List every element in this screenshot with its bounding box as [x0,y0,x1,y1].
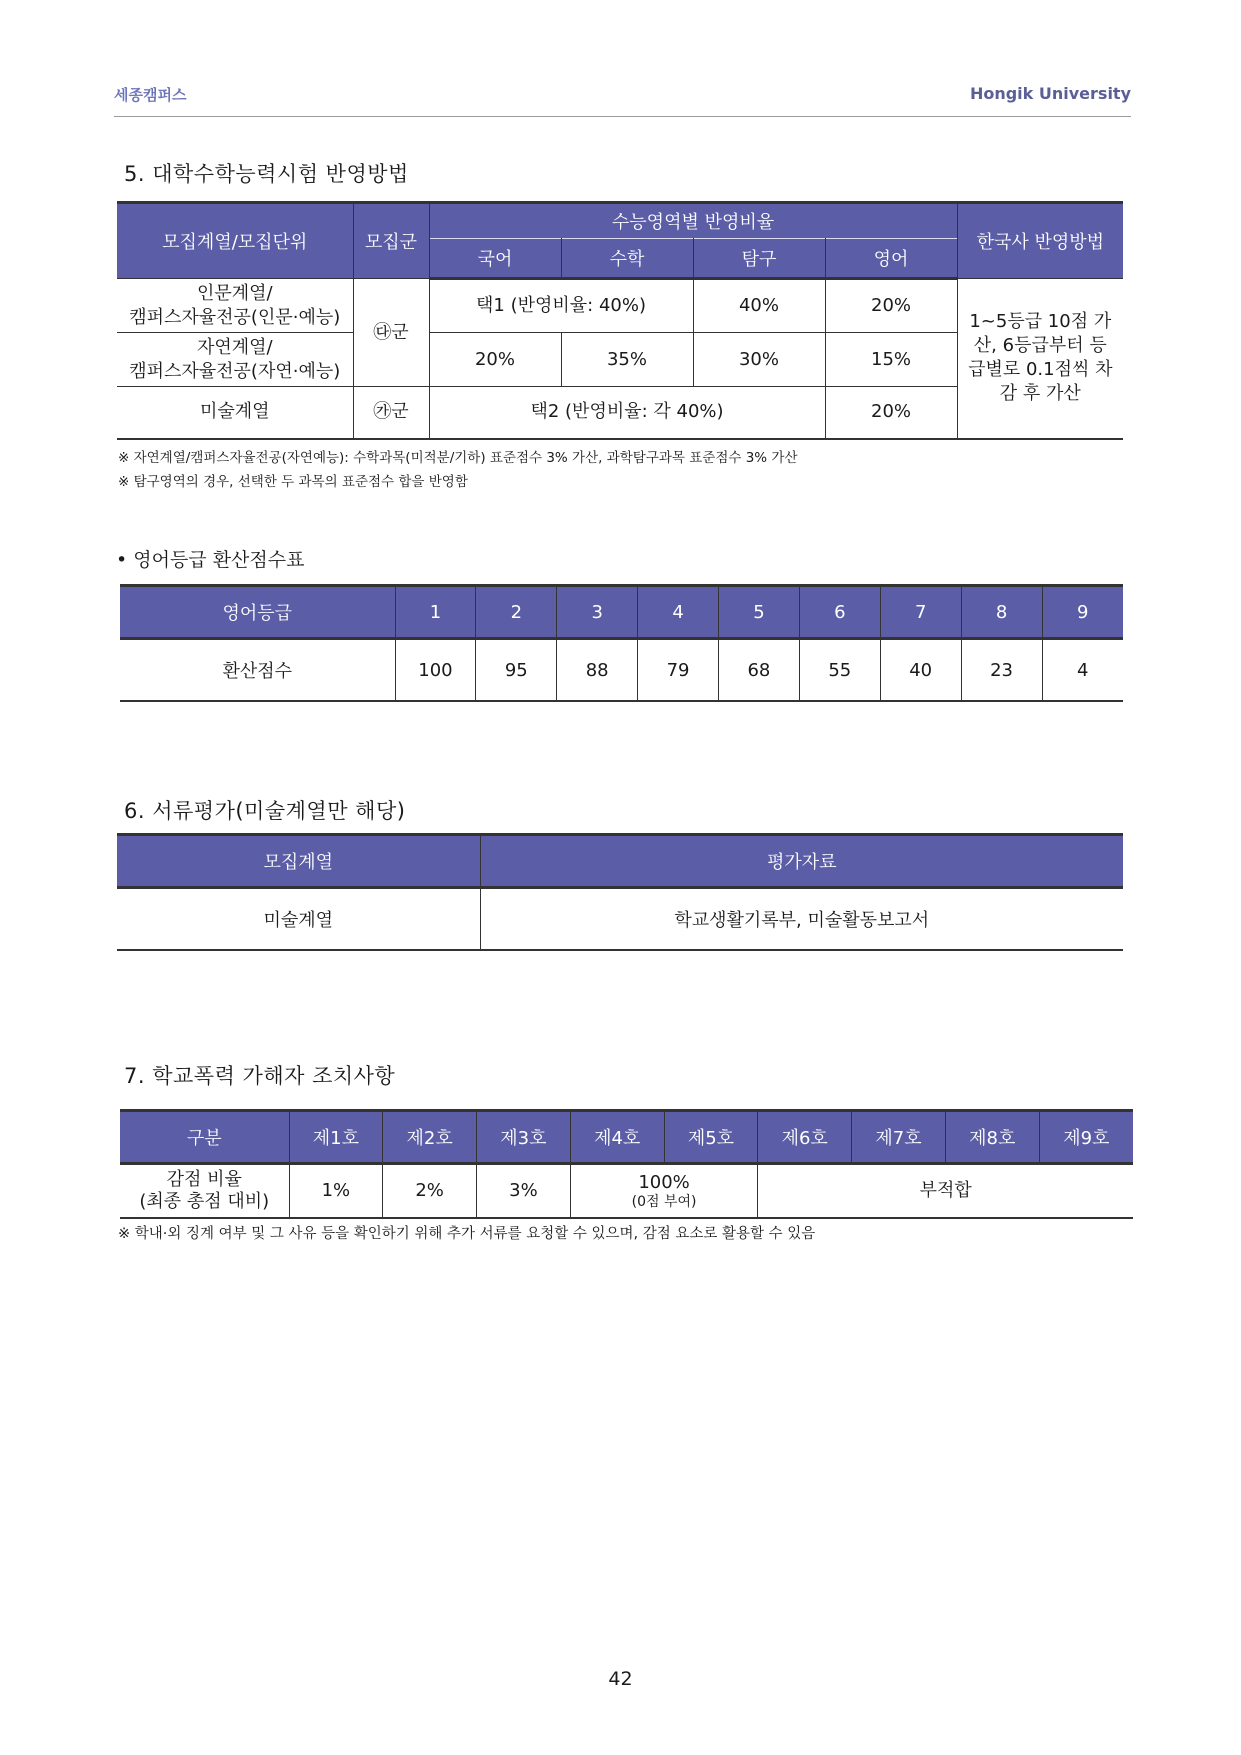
level-cell: 제8호 [945,1111,1039,1164]
art-choice: 택2 (반영비율: 각 40%) [429,387,825,439]
deduction-main: 100% [638,1172,690,1193]
csat-ratio-table [117,201,1123,440]
unit-line: 캠퍼스자율전공(자연·예능) [129,360,341,382]
score-cell: 40 [880,639,961,702]
unit-line: 인문계열/ [196,282,273,304]
unit-line: 자연계열/ [196,336,273,358]
humanities-english: 20% [825,279,957,333]
header-math: 수학 [561,239,693,279]
grade-cell: 6 [799,586,880,639]
note-inquiry: ※ 탐구영역의 경우, 선택한 두 과목의 표준점수 합을 반영함 [118,474,468,490]
header-campus: 세종캠퍼스 [114,86,187,104]
deduction-label-line: 감점 비율 [166,1169,242,1190]
header-university: Hongik University [969,84,1131,103]
score-cell: 55 [799,639,880,702]
level-cell: 제9호 [1039,1111,1133,1164]
score-label: 환산점수 [120,639,395,702]
level-cell: 제7호 [852,1111,946,1164]
grade-cell: 4 [638,586,719,639]
note-violence: ※ 학내·외 징계 여부 및 그 사유 등을 확인하기 위해 추가 서류를 요청할 수 있으며, 감점 요소로 활용할 수 있음 [118,1226,816,1242]
level-cell: 제2호 [383,1111,477,1164]
score-cell: 88 [557,639,638,702]
header-english: 영어 [825,239,957,279]
english-table-title: • 영어등급 환산점수표 [116,549,305,571]
header-history: 한국사 반영방법 [957,203,1123,279]
grade-cell: 9 [1042,586,1123,639]
humanities-inquiry: 40% [693,279,825,333]
eval-material: 학교생활기록부, 미술활동보고서 [480,888,1123,951]
natural-math: 35% [561,333,693,387]
grade-cell: 2 [476,586,557,639]
row-humanities-unit [117,279,353,333]
header-ratio: 수능영역별 반영비율 [429,203,957,239]
deduction-label-line: (최종 총점 대비) [139,1191,270,1212]
row-natural-unit [117,333,353,387]
deduction-level3: 3% [477,1164,571,1219]
deduction-level1: 1% [289,1164,383,1219]
header-korean: 국어 [429,239,561,279]
grade-cell: 7 [880,586,961,639]
level-cell: 제6호 [758,1111,852,1164]
header-divider [114,116,1131,117]
header-field: 모집계열 [117,835,480,888]
level-cell: 제4호 [570,1111,664,1164]
grade-cell: 1 [395,586,476,639]
row-art-unit: 미술계열 [117,387,353,439]
level-cell: 제5호 [664,1111,758,1164]
score-cell: 79 [638,639,719,702]
deduction-sub: (0점 부여) [631,1194,697,1210]
score-cell: 4 [1042,639,1123,702]
page-number: 42 [608,1668,633,1690]
level-cell: 제3호 [477,1111,571,1164]
score-cell: 23 [961,639,1042,702]
history-method: 1~5등급 10점 가산, 6등급부터 등급별로 0.1점씩 차감 후 가산 [957,279,1123,439]
eval-field: 미술계열 [117,888,480,951]
score-cell: 100 [395,639,476,702]
section5-title: 5. 대학수학능력시험 반영방법 [124,162,409,186]
art-english: 20% [825,387,957,439]
header-inquiry: 탐구 [693,239,825,279]
header-label: 구분 [120,1111,289,1164]
grade-cell: 3 [557,586,638,639]
group-da: ㉰군 [353,279,429,387]
section7-title: 7. 학교폭력 가해자 조치사항 [124,1064,396,1088]
note-natural-bonus: ※ 자연계열/캠퍼스자율전공(자연예능): 수학과목(미적분/기하) 표준점수 3% 가산, 과학탐구과목 표준점수 3% 가산 [118,450,798,466]
natural-inquiry: 30% [693,333,825,387]
score-cell: 95 [476,639,557,702]
english-grade-table [120,584,1123,702]
deduction-label [120,1164,289,1219]
unit-line: 캠퍼스자율전공(인문·예능) [129,306,341,328]
grade-cell: 8 [961,586,1042,639]
header-unit: 모집계열/모집단위 [117,203,353,279]
header-material: 평가자료 [480,835,1123,888]
natural-korean: 20% [429,333,561,387]
natural-english: 15% [825,333,957,387]
grade-label: 영어등급 [120,586,395,639]
humanities-choice: 택1 (반영비율: 40%) [429,279,693,333]
score-cell: 68 [719,639,800,702]
section6-title: 6. 서류평가(미술계열만 해당) [124,799,406,823]
group-ga: ㉮군 [353,387,429,439]
level-cell: 제1호 [289,1111,383,1164]
document-eval-table [117,833,1123,951]
school-violence-table [120,1109,1133,1219]
grade-cell: 5 [719,586,800,639]
header-group: 모집군 [353,203,429,279]
deduction-level4-5 [570,1164,758,1219]
deduction-level6-9: 부적합 [758,1164,1133,1219]
deduction-level2: 2% [383,1164,477,1219]
